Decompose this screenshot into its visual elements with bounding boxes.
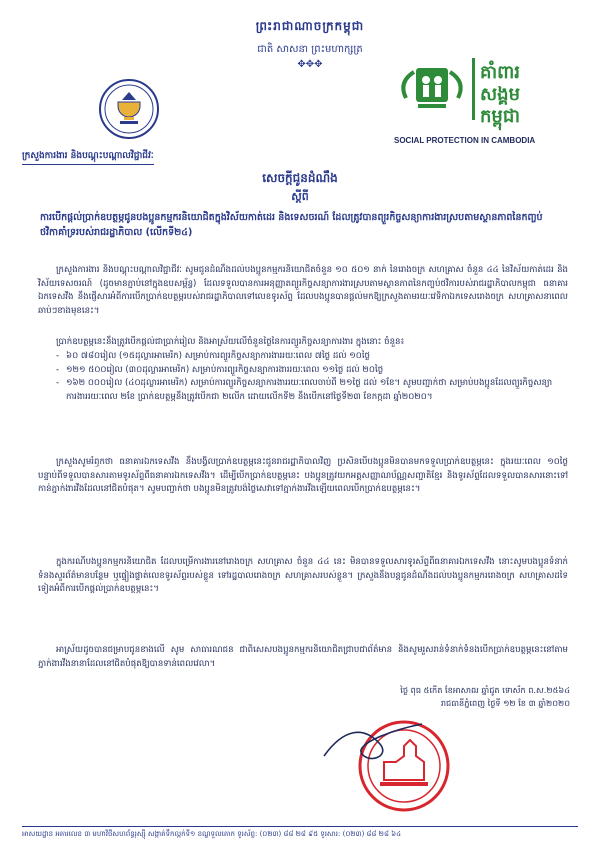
solar-date: រាជធានីភ្នំពេញ ថ្ងៃទី ១២ ខែ ៣ ឆ្នាំ២០២០	[440, 698, 570, 708]
sp-logo-text-3: កម្ពុជា	[480, 106, 520, 127]
lunar-date: ថ្ងៃ ពុធ ៥កើត ខែអាសាឍ ឆ្នាំជូត ទោស័ក ព.ស.២៥៦៤	[400, 685, 570, 695]
paragraph-closing: អាស្រ័យដូចបានជម្រាបជូនខាងលើ សូម សាធារណជន ជាពិសេសបងប្អូនកម្មករនិយោជិតជ្រាបជាព័ត៌មាន និងសូមរួសរាន់ទំនាក់ទំនងបើកប្រាក់ឧបត្ថម្ភនេះនៅតាមភ្នាក់ងារវីងនានាដែលនៅជិតបំផុតឱ្យបានទាន់ពេលវេលា។	[38, 645, 568, 669]
ministry-name: ក្រសួងការងារ និងបណ្តុះបណ្តាលវិជ្ជាជីវៈ	[22, 150, 154, 165]
social-protection-logo-icon	[396, 54, 566, 134]
paragraph-amounts-intro: ប្រាក់ឧបត្ថម្ភនេះនឹងត្រូវបើកផ្តល់ជាប្រាក់រៀល និងអាស្រ័យលើចំនួនថ្ងៃនៃការព្យួរកិច្ចសន្យាការងារ ក្នុងនោះ ចំនួន៖	[56, 337, 405, 347]
notice-subject: ការបើកផ្តល់ប្រាក់ឧបត្ថម្ភជូនបងប្អូនកម្មករនិយោជិតក្នុងវិស័យកាត់ដេរ និងទេសចរណ៍ ដែលត្រូវបានព្យួរកិច្ចសន្យាការងារស្របតាមស្ថានភាពនៃកញ្ចប់ថវិកាគាំទ្ររបស់រាជរដ្ឋាភិបាល (លើកទី២៤)	[40, 212, 543, 238]
heading-ornament: ✥✥✥	[297, 59, 323, 70]
ministry-seal-icon	[318, 708, 478, 818]
social-protection-caption: SOCIAL PROTECTION IN CAMBODIA	[394, 136, 536, 145]
list-item: - ១៦២ ០០០រៀល (៤០ដុល្លារអាមេរិក) សម្រាប់ការព្យួរកិច្ចសន្យាការងាររយៈពេលចាប់ពី ២១ថ្ងៃ ដល់ ១ខែ។ សូមបញ្ជាក់ថា សម្រាប់បងប្អូនដែលព្យួរកិច្ចសន្យាការងាររយៈពេល ២ខែ ប្រាក់ឧបត្ថម្ភនឹងត្រូវបើកជា ២លើក ដោយលើកទី២ នឹងបើកនៅថ្ងៃទី២៣ ខែកក្កដា ឆ្នាំ២០២០។	[56, 377, 566, 404]
kingdom-title: ព្រះរាជាណាចក្រកម្ពុជា	[255, 19, 365, 33]
ministry-logo-icon	[98, 78, 160, 140]
paragraph-intro: ក្រសួងការងារ និងបណ្តុះបណ្តាលវិជ្ជាជីវៈ សូមជូនដំណឹងដល់បងប្អូនកម្មករនិយោជិតចំនួន ១០ ៥០១ នាក់ នៃរោងចក្រ សហគ្រាស ចំនួន ៤៤ នៃវិស័យកាត់ដេរ និងវិស័យទេសចរណ៍ (ដូចមានភ្ជាប់នៅក្នុងឧបសម្ព័ន្ធ) ដែលទទួលបានការអនុញ្ញាតព្យួរកិច្ចសន្យាការងារស្របតាមស្ថានភាពនៃកញ្ចប់ថវិការបស់រាជរដ្ឋាភិបាលកម្ពុជា ធនាគារឯកទេសវីង នឹងផ្ញើសារអំពីការបើកប្រាក់ឧបត្ថម្ភរបស់រាជរដ្ឋាភិបាលទៅលេខទូរស័ព្ទ ដែលបងប្អូនបានផ្តល់មកឱ្យក្រសួងតាមរយៈវេទិកាឯកទេសរោងចក្រ សហគ្រាសនាពេលឆាប់ៗខាងមុខនេះ។	[38, 265, 568, 316]
notice-subtitle: ស្តីពី	[291, 190, 309, 203]
paragraph-no-message: ក្នុងករណីបងប្អូនកម្មករនិយោជិត ដែលបម្រើការងារនៅរោងចក្រ សហគ្រាស ចំនួន ៤៤ នេះ មិនបានទទួលសារទូរស័ព្ទពីធនាគារឯកទេសវីង នោះសូមបងប្អូនទំនាក់ទំនងសួរព័ត៌មានបន្ថែម ឬផ្ទៀងផ្ទាត់លេខទូរស័ព្ទរបស់ខ្លួន ទៅរដ្ឋបាលរោងចក្រ សហគ្រាសរបស់ខ្លួន។ ក្រសួងនឹងបន្តជូនដំណឹងដល់បងប្អូនកម្មកររោងចក្រ សហគ្រាសដទៃទៀតអំពីការបើកផ្តល់ប្រាក់ឧបត្ថម្ភនេះ។	[38, 557, 568, 595]
paragraph-reminder: ក្រសួងសូមរំឭកថា ធនាគារឯកទេសវីង នឹងបង្វិលប្រាក់ឧបត្ថម្ភនេះជូនរាជរដ្ឋាភិបាលវិញ ប្រសិនបើបងប្អូនមិនបានមកទទួលប្រាក់ឧបត្ថម្ភនេះ ក្នុងរយៈពេល ១០ថ្ងៃ បន្ទាប់ពីទទួលបានសារតាមទូរស័ព្ទពីធនាគារឯកទេសវីង។ ដើម្បីបើកប្រាក់ឧបត្ថម្ភនេះ បងប្អូនត្រូវយកអត្តសញ្ញាណប័ណ្ណសញ្ជាតិខ្មែរ និងទូរស័ព្ទដែលទទួលបានសារនោះទៅកាន់ភ្នាក់ងារវីងដែលនៅជិតបំផុត។ សូមបញ្ជាក់ថា បងប្អូនមិនត្រូវបង់ថ្លៃសេវាទៅភ្នាក់ងារវីងឡើយពេលបើកប្រាក់ឧបត្ថម្ភនេះ។	[38, 457, 568, 495]
sp-logo-text-1: គាំពារ	[480, 62, 520, 83]
amount-list	[56, 350, 566, 404]
list-item: - ៦០ ៧៨០រៀល (១៥ដុល្លារអាមេរិក) សម្រាប់ការព្យួរកិច្ចសន្យាការងាររយៈពេល ៧ថ្ងៃ ដល់ ១០ថ្ងៃ	[56, 350, 566, 364]
date-block	[300, 684, 570, 710]
sp-logo-text-2: សង្គម	[480, 84, 520, 105]
kingdom-heading	[210, 18, 410, 70]
footer-address: អាសយដ្ឋាន អគារលេខ ៣ មហាវិថីសហព័ន្ធរុស្ស៊ី សង្កាត់ទឹកល្អក់ទី១ ខណ្ឌទួលគោក ទូរស័ព្ទ: (០២៣) ៨៨ ២៨ ៩៥ ទូរសារ: (០២៣) ៨៨ ២៨ ៦៤	[22, 830, 402, 838]
national-motto: ជាតិ សាសនា ព្រះមហាក្សត្រ	[257, 44, 363, 55]
notice-title: សេចក្តីជូនដំណឹង	[262, 171, 338, 185]
notice-title-block	[40, 170, 560, 240]
footer-divider	[22, 826, 578, 827]
list-item: - ១២១ ៥០០រៀល (៣០ដុល្លារអាមេរិក) សម្រាប់ការព្យួរកិច្ចសន្យាការងាររយៈពេល ១១ថ្ងៃ ដល់ ២០ថ្ងៃ	[56, 364, 566, 378]
